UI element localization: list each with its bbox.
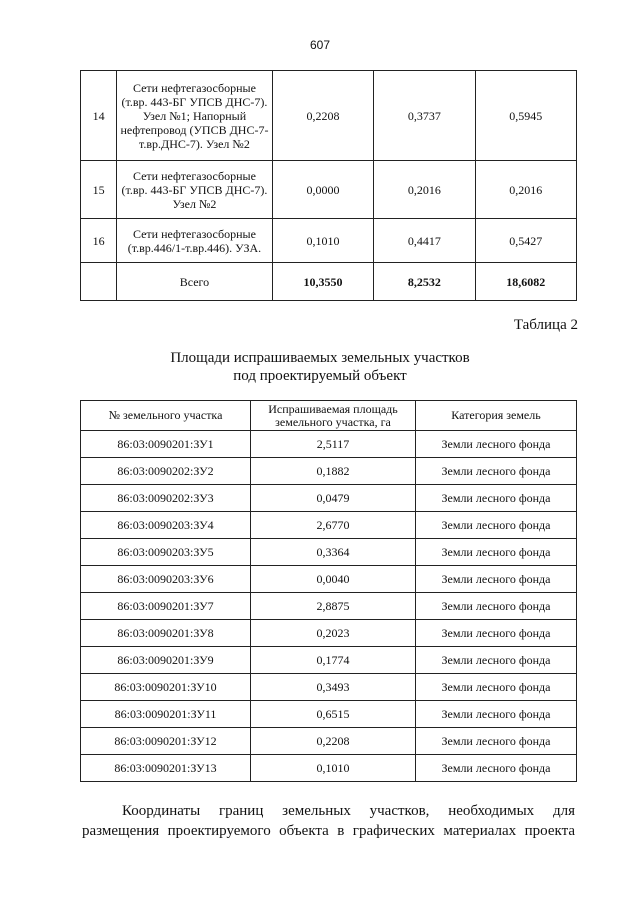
plot-area: 2,5117 xyxy=(251,431,416,458)
plot-number: 86:03:0090201:ЗУ1 xyxy=(81,431,251,458)
plot-number: 86:03:0090203:ЗУ6 xyxy=(81,566,251,593)
value-cell: 0,2208 xyxy=(272,71,373,161)
plot-area: 0,6515 xyxy=(251,701,416,728)
value-cell: 0,5945 xyxy=(475,71,576,161)
value-cell: 0,2016 xyxy=(475,161,576,219)
plot-number: 86:03:0090201:ЗУ9 xyxy=(81,647,251,674)
land-category: Земли лесного фонда xyxy=(416,431,577,458)
land-category: Земли лесного фонда xyxy=(416,512,577,539)
land-category: Земли лесного фонда xyxy=(416,566,577,593)
body-paragraph xyxy=(82,801,575,841)
header-category: Категория земель xyxy=(416,401,577,431)
table-row xyxy=(81,620,577,647)
plot-number: 86:03:0090201:ЗУ7 xyxy=(81,593,251,620)
object-name: Сети нефтегазосборные (т.вр. 443-БГ УПСВ ДНС-7). Узел №1; Напорный нефтепровод (УПСВ ДНС-7-т.вр.ДНС-7). Узел №2 xyxy=(117,71,273,161)
land-plots-table xyxy=(80,400,577,782)
table-row xyxy=(81,431,577,458)
land-category: Земли лесного фонда xyxy=(416,593,577,620)
table-row xyxy=(81,701,577,728)
land-category: Земли лесного фонда xyxy=(416,620,577,647)
plot-number: 86:03:0090203:ЗУ4 xyxy=(81,512,251,539)
plot-number: 86:03:0090201:ЗУ13 xyxy=(81,755,251,782)
value-cell: 0,1010 xyxy=(272,219,373,263)
value-cell: 0,0000 xyxy=(272,161,373,219)
value-cell: 0,5427 xyxy=(475,219,576,263)
table-title xyxy=(0,349,640,385)
total-label: Всего xyxy=(117,263,273,301)
plot-area: 0,2023 xyxy=(251,620,416,647)
plot-number: 86:03:0090201:ЗУ10 xyxy=(81,674,251,701)
plot-number: 86:03:0090202:ЗУ3 xyxy=(81,485,251,512)
plot-number: 86:03:0090203:ЗУ5 xyxy=(81,539,251,566)
table-row xyxy=(81,566,577,593)
plot-area: 0,1882 xyxy=(251,458,416,485)
table-header-row xyxy=(81,401,577,431)
object-name: Сети нефтегазосборные (т.вр. 443-БГ УПСВ ДНС-7). Узел №2 xyxy=(117,161,273,219)
plot-area: 0,0479 xyxy=(251,485,416,512)
plot-area: 2,6770 xyxy=(251,512,416,539)
value-cell: 0,4417 xyxy=(374,219,475,263)
paragraph-line-2: размещения проектируемого объекта в графических материалах проекта xyxy=(82,823,575,839)
row-number: 14 xyxy=(81,71,117,161)
land-category: Земли лесного фонда xyxy=(416,539,577,566)
value-cell: 0,3737 xyxy=(374,71,475,161)
header-area: Испрашиваемая площадь земельного участка, га xyxy=(251,401,416,431)
areas-table-continued xyxy=(80,70,577,301)
paragraph-line-1: Координаты границ земельных участков, необходимых для xyxy=(122,803,575,819)
plot-number: 86:03:0090201:ЗУ11 xyxy=(81,701,251,728)
header-plot-number: № земельного участка xyxy=(81,401,251,431)
land-category: Земли лесного фонда xyxy=(416,701,577,728)
land-category: Земли лесного фонда xyxy=(416,647,577,674)
table-row xyxy=(81,728,577,755)
table-row xyxy=(81,512,577,539)
plot-area: 0,3364 xyxy=(251,539,416,566)
table-row xyxy=(81,674,577,701)
row-number: 16 xyxy=(81,219,117,263)
land-category: Земли лесного фонда xyxy=(416,485,577,512)
page-number: 607 xyxy=(309,38,331,52)
plot-area: 0,2208 xyxy=(251,728,416,755)
plot-number: 86:03:0090201:ЗУ12 xyxy=(81,728,251,755)
total-value: 8,2532 xyxy=(374,263,475,301)
table-row xyxy=(81,71,577,161)
object-name: Сети нефтегазосборные (т.вр.446/1-т.вр.446). УЗА. xyxy=(117,219,273,263)
plot-area: 0,0040 xyxy=(251,566,416,593)
land-category: Земли лесного фонда xyxy=(416,755,577,782)
table-row xyxy=(81,485,577,512)
table-row xyxy=(81,755,577,782)
land-category: Земли лесного фонда xyxy=(416,458,577,485)
empty-cell xyxy=(81,263,117,301)
total-value: 10,3550 xyxy=(272,263,373,301)
table-row xyxy=(81,593,577,620)
total-value: 18,6082 xyxy=(475,263,576,301)
land-category: Земли лесного фонда xyxy=(416,674,577,701)
table-label: Таблица 2 xyxy=(513,317,578,333)
value-cell: 0,2016 xyxy=(374,161,475,219)
plot-number: 86:03:0090201:ЗУ8 xyxy=(81,620,251,647)
table-row xyxy=(81,219,577,263)
plot-area: 0,1010 xyxy=(251,755,416,782)
row-number: 15 xyxy=(81,161,117,219)
plot-number: 86:03:0090202:ЗУ2 xyxy=(81,458,251,485)
table-row xyxy=(81,161,577,219)
plot-area: 2,8875 xyxy=(251,593,416,620)
table-title-line-1: Площади испрашиваемых земельных участков xyxy=(170,350,470,366)
table-row xyxy=(81,539,577,566)
total-row xyxy=(81,263,577,301)
table-row xyxy=(81,458,577,485)
table-row xyxy=(81,647,577,674)
land-category: Земли лесного фонда xyxy=(416,728,577,755)
plot-area: 0,1774 xyxy=(251,647,416,674)
plot-area: 0,3493 xyxy=(251,674,416,701)
table-title-line-2: под проектируемый объект xyxy=(233,368,407,384)
